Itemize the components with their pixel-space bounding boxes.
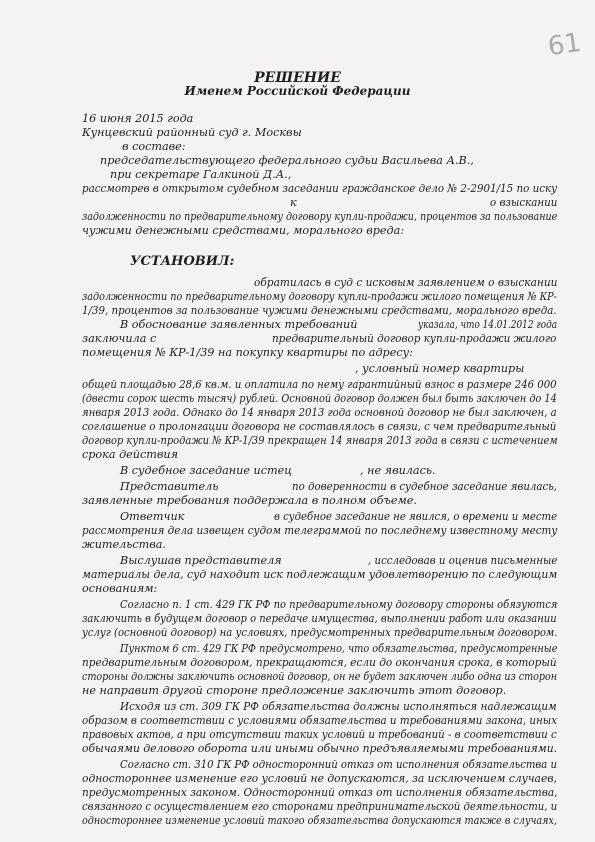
p2-line-2b: предварительный договор купли-продажи жилого [272, 332, 557, 345]
p2-line-1a: В обоснование заявленных требований [120, 318, 358, 331]
p2-line-4: , условный номер квартиры [355, 362, 525, 375]
p6-line-2: материалы дела, суд находит иск подлежащим удовлетворению по следующим [82, 568, 558, 581]
case-line-4: чужими денежными средствами, морального вреда: [82, 224, 405, 237]
p3-line-a: В судебное заседание истец [120, 464, 293, 477]
section-heading: УСТАНОВИЛ: [130, 254, 235, 269]
p6-line-3: основаниям: [82, 582, 158, 595]
case-line-2-defendant: к [290, 196, 297, 209]
p10-line-4: связанного с осуществлением его сторонами предпринимательской деятельности, и [82, 800, 558, 813]
composition-label: в составе: [122, 140, 186, 153]
p6-line-a: Выслушав представителя [120, 554, 282, 567]
p9-line-2: образом в соответствии с условиями обязательства и требованиями закона, иных [82, 714, 558, 727]
p5-line-a: Ответчик [120, 510, 185, 523]
p7-line-2: заключить в будущем договор о передаче имущества, выполнении работ или оказании [82, 612, 557, 625]
secretary-line: при секретаре Галкиной Д.А., [110, 168, 292, 181]
case-line-3: задолженности по предварительному договору купли-продажи, процентов за пользование [82, 210, 558, 223]
case-line-1: рассмотрев в открытом судебном заседании гражданское дело № 2-2901/15 по иску [82, 182, 558, 195]
document-title: РЕШЕНИЕ [254, 70, 341, 86]
p2-line-2a: заключила с [82, 332, 157, 345]
p8-line-4: не направит другой стороне предложение заключить этот договор. [82, 684, 507, 697]
p2-line-7: января 2013 года. Однако до 14 января 2013 года основной договор не был заключен, а [82, 406, 557, 419]
p4-line-b: по доверенности в судебное заседание явилась, [292, 480, 558, 493]
p9-line-1: Исходя из ст. 309 ГК РФ обязательства должны исполняться надлежащим [120, 700, 557, 713]
p4-line-2: заявленные требования поддержала в полном объеме. [82, 494, 417, 507]
p4-line-a: Представитель [120, 480, 219, 493]
document-subtitle: Именем Российской Федерации [184, 84, 411, 98]
p8-line-3: стороны должны заключить основной договор, он не будет заключен либо одна из сторон [82, 670, 558, 683]
p3-line-b: , не явилась. [360, 464, 436, 477]
p1-line-2: задолженности по предварительному договору купли-продажи жилого помещения № КР- [82, 290, 557, 303]
p5-line-2: рассмотрения дела извещен судом телеграммой по последнему известному месту [82, 524, 558, 537]
p9-line-3: правовых актов, а при отсутствии таких условий и требований - в соответствии с [82, 728, 557, 741]
p2-line-3: помещения № КР-1/39 на покупку квартиры по адресу: [82, 346, 413, 359]
p2-line-8: соглашение о пролонгации договора не составлялось в связи, с чем предварительный [82, 420, 557, 433]
case-line-2-claim: о взыскании [490, 196, 558, 209]
p7-line-1: Согласно п. 1 ст. 429 ГК РФ по предварительному договору стороны обязуются [120, 598, 558, 611]
judge-line: председательствующего федерального судьи Васильева А.В., [100, 154, 474, 167]
p8-line-1: Пунктом 6 ст. 429 ГК РФ предусмотрено, что обязательства, предусмотренные [120, 642, 558, 655]
p2-line-6: (двести сорок шесть тысяч) рублей. Основной договор должен был быть заключен до 14 [82, 392, 557, 405]
court-name: Кунцевский районный суд г. Москвы [82, 126, 302, 139]
p10-line-3: предусмотренных законом. Односторонний отказ от исполнения обязательства, [82, 786, 558, 799]
p5-line-3: жительства. [82, 538, 166, 551]
p10-line-1: Согласно ст. 310 ГК РФ односторонний отказ от исполнения обязательства и [120, 758, 557, 771]
p1-line-3: 1/39, процентов за пользование чужими денежными средствами, морального вреда. [82, 304, 557, 317]
p2-line-9: договор купли-продажи № КР-1/39 прекращен 14 января 2013 года в связи с истечением [82, 434, 558, 447]
p9-line-4: обычаями делового оборота или иными обычно предъявляемыми требованиями. [82, 742, 558, 755]
p2-line-5: общей площадью 28,6 кв.м. и оплатила по нему гарантийный взнос в размере 246 000 [82, 378, 557, 391]
page-number: 61 [546, 27, 584, 63]
p10-line-5: одностороннее изменение условий такого обязательства допускаются также в случаях, [82, 814, 558, 827]
p6-line-b: , исследовав и оценив письменные [368, 554, 558, 567]
p2-line-10: срока действия [82, 448, 178, 461]
p7-line-3: услуг (основной договор) на условиях, предусмотренных предварительным договором. [82, 626, 558, 639]
p10-line-2: одностороннее изменение его условий не допускаются, за исключением случаев, [82, 772, 557, 785]
p5-line-b: в судебное заседание не явился, о времени и месте [274, 510, 558, 523]
decision-date: 16 июня 2015 года [82, 112, 194, 125]
p1-line-1: обратилась в суд с исковым заявлением о взыскании [254, 276, 558, 289]
p8-line-2: предварительным договором, прекращаются, если до окончания срока, в который [82, 656, 557, 669]
p2-line-1b: указала, что 14.01.2012 года [418, 318, 558, 331]
